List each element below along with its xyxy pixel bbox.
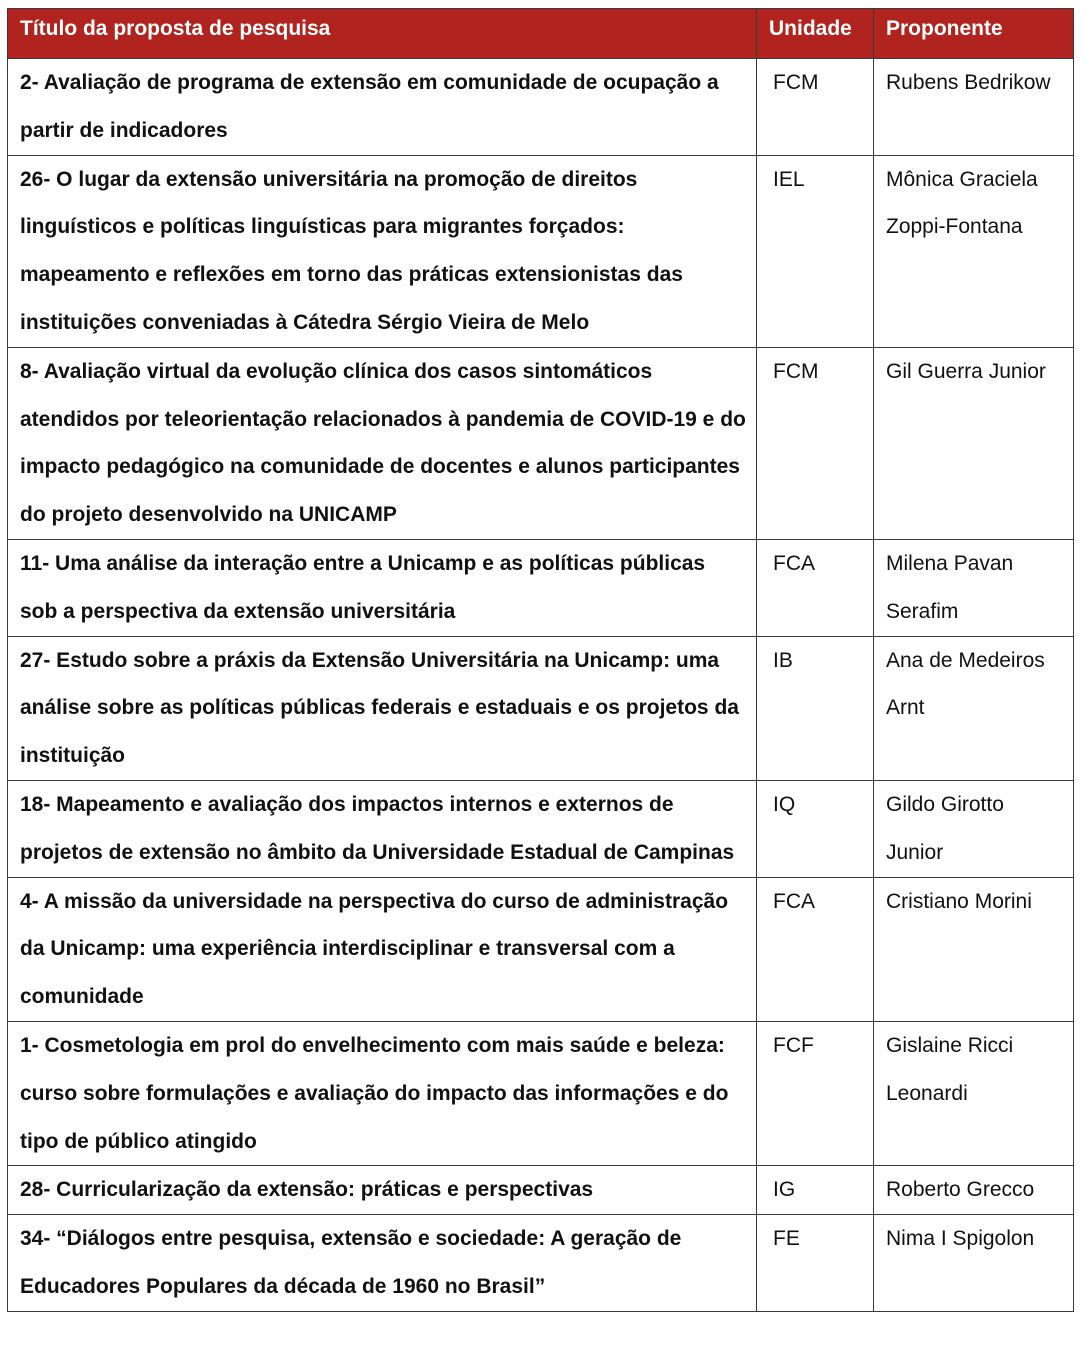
proposal-title: 2- Avaliação de programa de extensão em comunidade de ocupação a partir de indicadores bbox=[8, 59, 757, 156]
proposal-proponent: Ana de Medeiros Arnt bbox=[874, 636, 1074, 780]
proposal-title: 27- Estudo sobre a práxis da Extensão Universitária na Unicamp: uma análise sobre as políticas públicas federais e estaduais e os projetos da instituição bbox=[8, 636, 757, 780]
table-row bbox=[8, 539, 1074, 636]
proposal-title: 8- Avaliação virtual da evolução clínica dos casos sintomáticos atendidos por teleorientação relacionados à pandemia de COVID-19 e do impacto pedagógico na comunidade de docentes e alunos participantes do projeto desenvolvido na UNICAMP bbox=[8, 347, 757, 539]
proposal-unit: IEL bbox=[757, 155, 874, 347]
proposal-title: 4- A missão da universidade na perspectiva do curso de administração da Unicamp: uma experiência interdisciplinar e transversal com a comunidade bbox=[8, 877, 757, 1021]
header-title: Título da proposta de pesquisa bbox=[8, 9, 757, 59]
proposal-title: 28- Curricularização da extensão: práticas e perspectivas bbox=[8, 1166, 757, 1215]
proposal-title: 11- Uma análise da interação entre a Unicamp e as políticas públicas sob a perspectiva da extensão universitária bbox=[8, 539, 757, 636]
header-proponent: Proponente bbox=[874, 9, 1074, 59]
proposal-title: 26- O lugar da extensão universitária na promoção de direitos linguísticos e políticas linguísticas para migrantes forçados: mapeamento e reflexões em torno das práticas extensionistas das instituições conveniadas à Cátedra Sérgio Vieira de Melo bbox=[8, 155, 757, 347]
proposal-proponent: Gil Guerra Junior bbox=[874, 347, 1074, 539]
proposal-proponent: Cristiano Morini bbox=[874, 877, 1074, 1021]
table-row bbox=[8, 780, 1074, 877]
proposal-unit: IQ bbox=[757, 780, 874, 877]
proposal-proponent: Mônica Graciela Zoppi-Fontana bbox=[874, 155, 1074, 347]
proposal-proponent: Rubens Bedrikow bbox=[874, 59, 1074, 156]
proposal-unit: IB bbox=[757, 636, 874, 780]
proposal-title: 18- Mapeamento e avaliação dos impactos internos e externos de projetos de extensão no âmbito da Universidade Estadual de Campinas bbox=[8, 780, 757, 877]
proposal-proponent: Gildo Girotto Junior bbox=[874, 780, 1074, 877]
table-row bbox=[8, 1215, 1074, 1312]
research-proposals-table bbox=[7, 8, 1074, 1312]
proposal-proponent: Milena Pavan Serafim bbox=[874, 539, 1074, 636]
proposal-proponent: Roberto Grecco bbox=[874, 1166, 1074, 1215]
table-row bbox=[8, 636, 1074, 780]
proposal-unit: FE bbox=[757, 1215, 874, 1312]
table-header-row bbox=[8, 9, 1074, 59]
proposal-title: 1- Cosmetologia em prol do envelhecimento com mais saúde e beleza: curso sobre formulações e avaliação do impacto das informações e do tipo de público atingido bbox=[8, 1021, 757, 1165]
table-row bbox=[8, 1021, 1074, 1165]
table-row bbox=[8, 877, 1074, 1021]
proposal-unit: FCA bbox=[757, 877, 874, 1021]
proposal-proponent: Gislaine Ricci Leonardi bbox=[874, 1021, 1074, 1165]
table-row bbox=[8, 347, 1074, 539]
proposal-unit: FCA bbox=[757, 539, 874, 636]
table-row bbox=[8, 1166, 1074, 1215]
table-row bbox=[8, 59, 1074, 156]
proposal-unit: FCF bbox=[757, 1021, 874, 1165]
proposal-unit: IG bbox=[757, 1166, 874, 1215]
proposal-proponent: Nima I Spigolon bbox=[874, 1215, 1074, 1312]
proposal-unit: FCM bbox=[757, 59, 874, 156]
proposal-unit: FCM bbox=[757, 347, 874, 539]
header-unit: Unidade bbox=[757, 9, 874, 59]
proposal-title: 34- “Diálogos entre pesquisa, extensão e sociedade: A geração de Educadores Populares da década de 1960 no Brasil” bbox=[8, 1215, 757, 1312]
table-row bbox=[8, 155, 1074, 347]
